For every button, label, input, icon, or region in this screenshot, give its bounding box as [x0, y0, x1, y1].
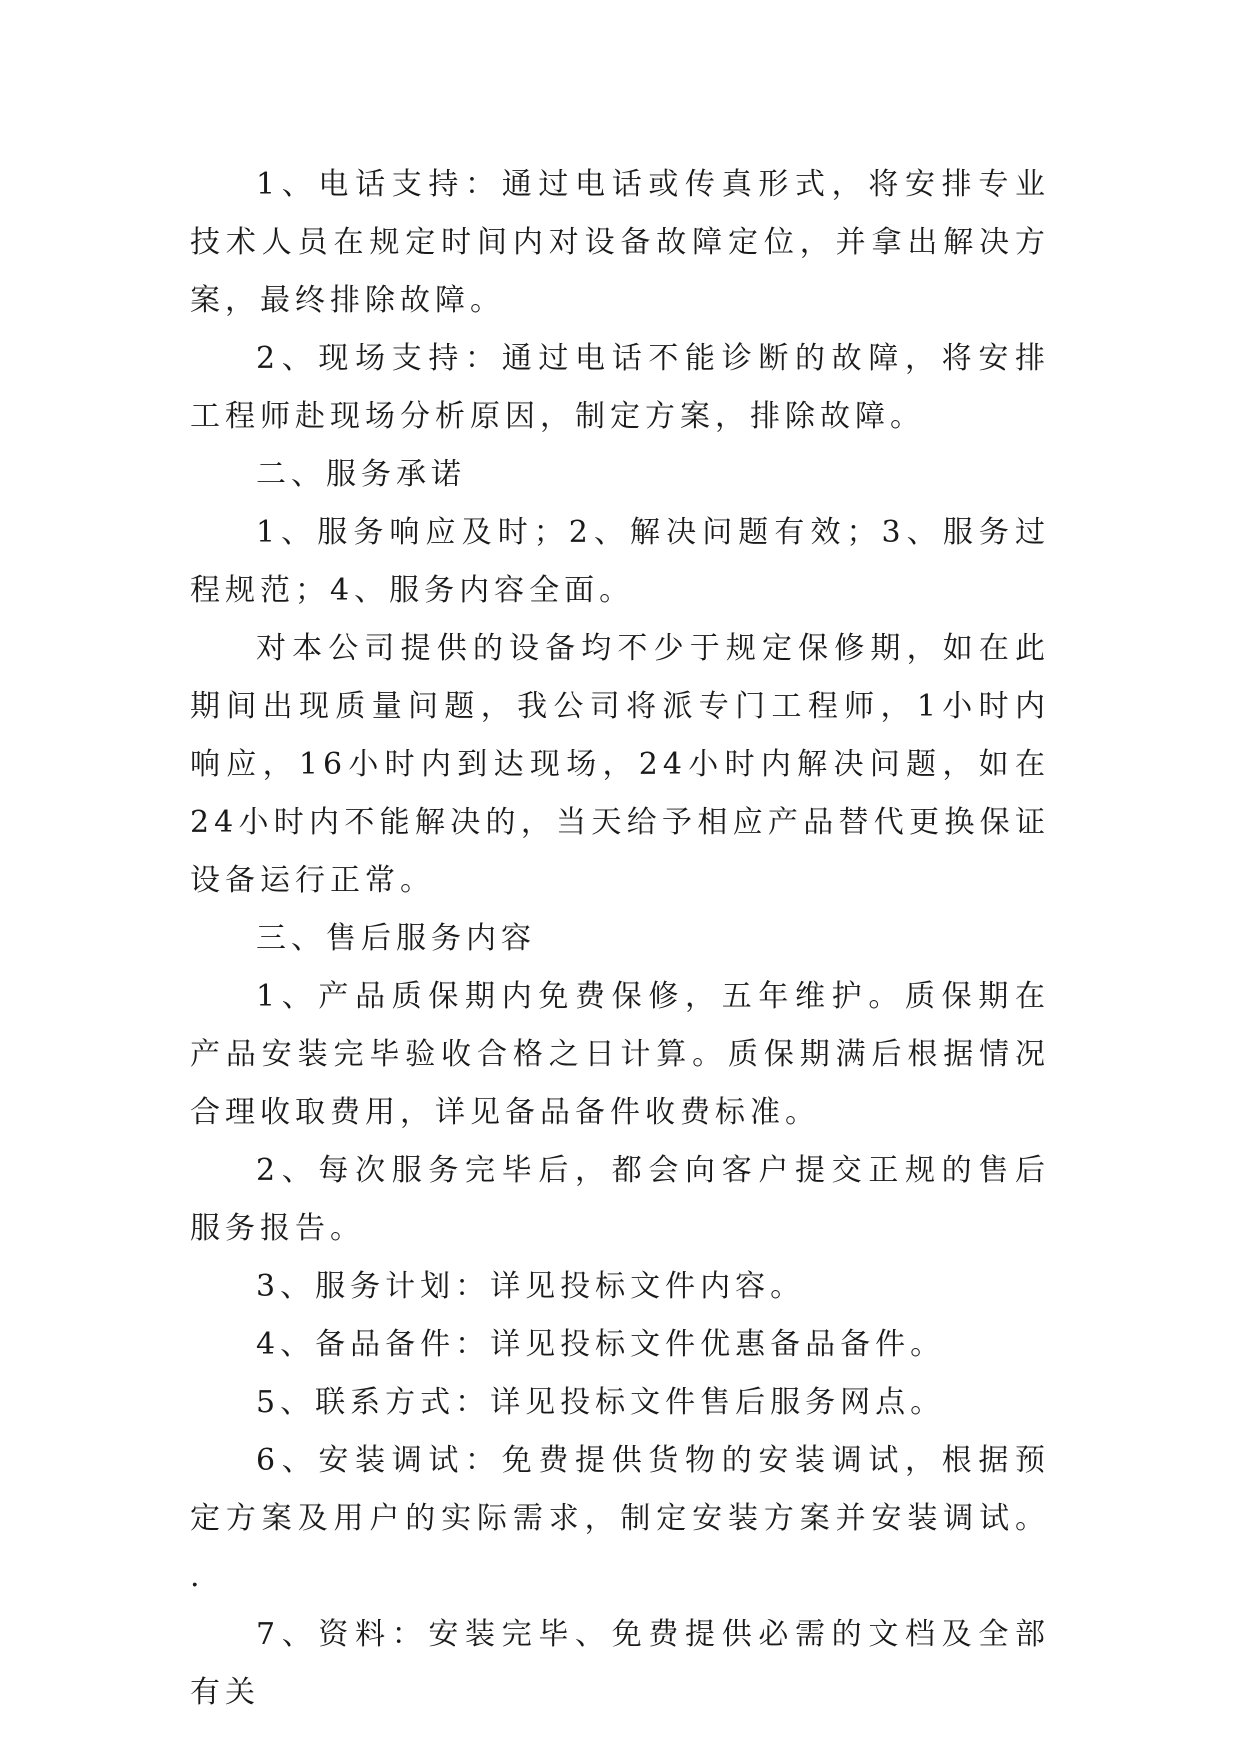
document-body — [190, 156, 1050, 1722]
paragraph-installation: 6、安装调试：免费提供货物的安装调试，根据预定方案及用户的实际需求，制定安装方案并安装调试。 . — [190, 1443, 1050, 1594]
paragraph-commitment-list: 1、服务响应及时；2、解决问题有效；3、服务过程规范；4、服务内容全面。 — [190, 515, 1050, 608]
section-heading-service-commitment: 二、服务承诺 — [256, 457, 466, 492]
paragraph-warranty-response: 对本公司提供的设备均不少于规定保修期，如在此期间出现质量问题，我公司将派专门工程师，1小时内响应，16小时内到达现场，24小时内解决问题，如在24小时内不能解决的，当天给予相应产品替代更换保证设备运行正常。 — [190, 631, 1050, 898]
paragraph-service-plan: 3、服务计划：详见投标文件内容。 — [256, 1269, 806, 1304]
paragraph-spare-parts: 4、备品备件：详见投标文件优惠备品备件。 — [256, 1327, 946, 1362]
paragraph-contact: 5、联系方式：详见投标文件售后服务网点。 — [256, 1385, 946, 1420]
paragraph-phone-support: 1、电话支持：通过电话或传真形式，将安排专业技术人员在规定时间内对设备故障定位，并拿出解决方案，最终排除故障。 — [190, 167, 1050, 318]
paragraph-onsite-support: 2、现场支持：通过电话不能诊断的故障，将安排工程师赴现场分析原因，制定方案，排除故障。 — [190, 341, 1050, 434]
paragraph-documentation: 7、资料：安装完毕、免费提供必需的文档及全部有关 — [190, 1617, 1050, 1710]
paragraph-free-repair: 1、产品质保期内免费保修，五年维护。质保期在产品安装完毕验收合格之日计算。质保期满后根据情况合理收取费用，详见备品备件收费标准。 — [190, 979, 1050, 1130]
section-heading-after-sales-content: 三、售后服务内容 — [256, 921, 536, 956]
paragraph-service-report: 2、每次服务完毕后，都会向客户提交正规的售后服务报告。 — [190, 1153, 1050, 1246]
